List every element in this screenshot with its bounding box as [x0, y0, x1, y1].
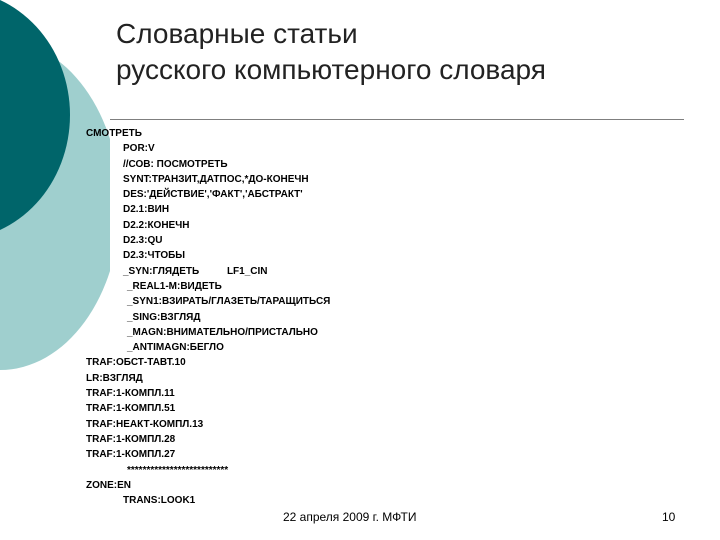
entry-line: _MAGN:ВНИМАТЕЛЬНО/ПРИСТАЛЬНО — [127, 326, 318, 338]
entry-line: D2.3:ЧТОБЫ — [123, 250, 186, 262]
entry-line: _REAL1-M:ВИДЕТЬ — [127, 280, 222, 292]
entry-line: TRAF:1-КОМПЛ.27 — [86, 449, 176, 461]
entry-line: СМОТРЕТЬ — [86, 128, 142, 139]
entry-line: TRAF:НЕАКТ-КОМПЛ.13 — [86, 418, 204, 430]
entry-line: _SYN1:ВЗИРАТЬ/ГЛАЗЕТЬ/ТАРАЩИТЬСЯ — [127, 296, 331, 308]
entry-line: _ANTIMAGN:БЕГЛО — [127, 342, 224, 354]
page-number: 10 — [662, 510, 676, 524]
entry-line: D2.1:ВИН — [123, 204, 170, 216]
entry-line: D2.2:КОНЕЧН — [123, 219, 190, 231]
entry-line: POR:V — [123, 143, 155, 155]
title-line-2: русского компьютерного словаря — [116, 54, 546, 85]
entry-line: //СОВ: ПОСМОТРЕТЬ — [123, 158, 228, 170]
entry-line: TRAF:ОБСТ-ТАВТ.10 — [86, 357, 186, 369]
entry-line: ZONE:EN — [86, 479, 131, 491]
entry-line: TRAF:1-КОМПЛ.11 — [86, 388, 175, 400]
entry-line: DES:'ДЕЙСТВИЕ','ФАКТ','АБСТРАКТ' — [123, 189, 303, 201]
entry-line: TRANS:LOOK1 — [123, 495, 196, 507]
entry-line: TRAF:1-КОМПЛ.51 — [86, 403, 176, 415]
entry-line: _SING:ВЗГЛЯД — [127, 311, 201, 323]
entry-line: TRAF:1-КОМПЛ.28 — [86, 433, 176, 445]
entry-line: SYNT:ТРАНЗИТ,ДАТПОС,*ДО-КОНЕЧН — [123, 173, 309, 185]
entry-line: LR:ВЗГЛЯД — [86, 372, 143, 384]
footer-date: 22 апреля 2009 г. МФТИ — [283, 510, 417, 524]
entry-line: _SYN:ГЛЯДЕТЬ LF1_CIN — [123, 265, 268, 277]
title-line-1: Словарные статьи — [116, 18, 358, 49]
entry-line: ************************** — [127, 464, 229, 476]
title-divider — [110, 119, 684, 120]
dictionary-entry — [86, 126, 330, 508]
entry-line: D2.3:QU — [123, 235, 163, 247]
slide-title — [116, 16, 546, 88]
